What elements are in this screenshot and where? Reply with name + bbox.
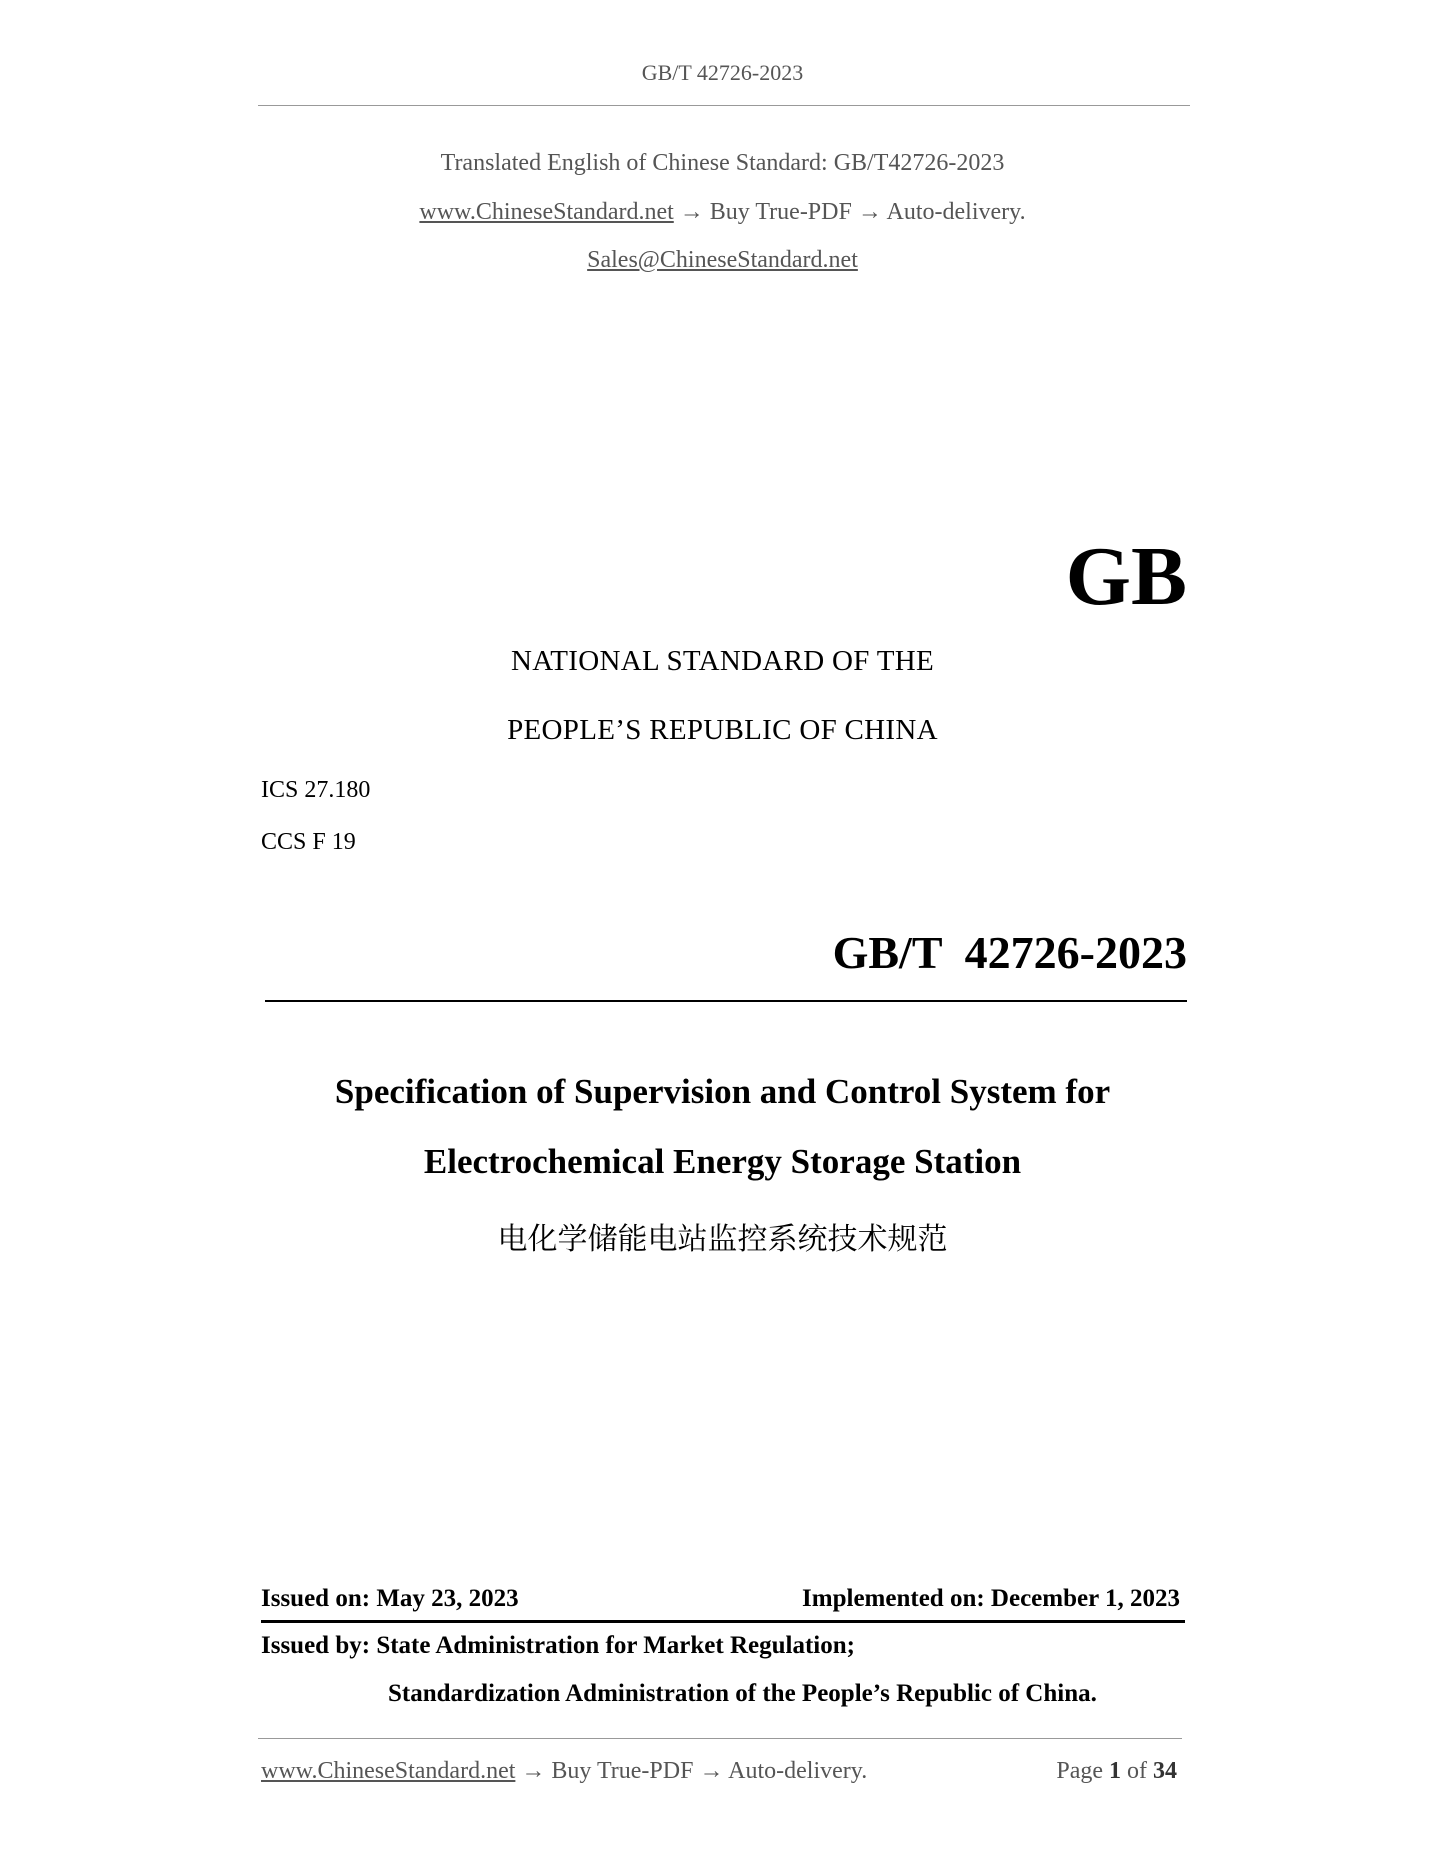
page-number: 1 <box>1109 1758 1121 1784</box>
gb-logo: GB <box>1065 530 1187 623</box>
arrow-right-icon: → <box>857 199 882 225</box>
ccs-code: CCS F 19 <box>261 829 356 855</box>
of-label: of <box>1127 1758 1147 1784</box>
standard-number: GB/T 42726-2023 <box>832 927 1187 978</box>
issued-by: Issued by: State Administration for Market Regulation; <box>261 1632 855 1659</box>
buy-text: Buy True-PDF <box>709 199 852 225</box>
footer-purchase-line <box>261 1758 867 1785</box>
running-header: GB/T 42726-2023 <box>641 60 804 85</box>
purchase-line <box>0 199 1445 226</box>
footer-site-link[interactable]: www.ChineseStandard.net <box>261 1758 516 1784</box>
auto-delivery-text: Auto-delivery. <box>886 199 1026 225</box>
issued-on-date: Issued on: May 23, 2023 <box>261 1585 519 1612</box>
national-standard-line2: PEOPLE’S REPUBLIC OF CHINA <box>507 714 938 746</box>
national-standard-line1: NATIONAL STANDARD OF THE <box>511 645 934 677</box>
arrow-right-icon: → <box>679 199 704 225</box>
document-title-line1: Specification of Supervision and Control System for <box>334 1072 1111 1111</box>
email-line <box>0 247 1445 274</box>
translation-notice: Translated English of Chinese Standard: GB/T42726-2023 <box>440 150 1005 176</box>
page-total: 34 <box>1153 1758 1177 1784</box>
arrow-right-icon: → <box>521 1758 546 1784</box>
arrow-right-icon: → <box>699 1758 724 1784</box>
footer-divider <box>258 1738 1182 1739</box>
ics-code: ICS 27.180 <box>261 777 371 803</box>
issue-divider <box>261 1620 1185 1623</box>
implemented-on-date: Implemented on: December 1, 2023 <box>802 1585 1180 1612</box>
issued-by-second: Standardization Administration of the People’s Republic of China. <box>388 1680 1097 1707</box>
page-label: Page <box>1056 1758 1103 1784</box>
document-title-line2: Electrochemical Energy Storage Station <box>423 1142 1022 1181</box>
page-indicator <box>1056 1758 1177 1785</box>
footer-auto-delivery-text: Auto-delivery. <box>728 1758 868 1784</box>
standard-number-divider <box>265 1000 1187 1002</box>
footer-buy-text: Buy True-PDF <box>551 1758 694 1784</box>
site-link[interactable]: www.ChineseStandard.net <box>419 199 674 225</box>
document-title-chinese: 电化学储能电站监控系统技术规范 <box>497 1222 948 1257</box>
email-link[interactable]: Sales@ChineseStandard.net <box>587 247 858 273</box>
header-divider <box>258 105 1190 106</box>
